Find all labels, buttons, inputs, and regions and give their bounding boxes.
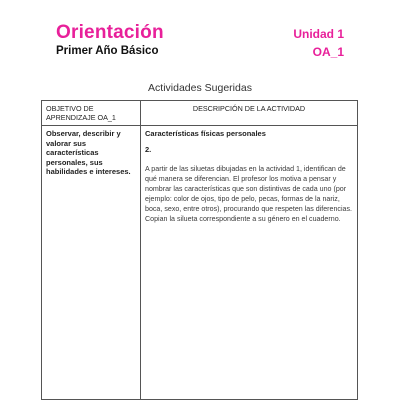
activity-number: 2. xyxy=(145,144,152,154)
table-header-row xyxy=(42,101,358,126)
description-cell xyxy=(141,126,358,400)
activity-body: A partir de las siluetas dibujadas en la actividad 1, identifican de qué manera se diferencian. El profesor los motiva a pensar y nombrar las características que son distintivas de cada uno (por ejemplo: color de ojos, tipo de pelo, pecas, formas de la nariz, boca, sexo, entre otros), procurando que respeten las diferencias. Copian la silueta correspondiente a su género en el cuaderno. xyxy=(145,164,353,223)
grade-subtitle: Primer Año Básico xyxy=(56,45,159,57)
table-row xyxy=(42,126,358,400)
description-column-header: DESCRIPCIÓN DE LA ACTIVIDAD xyxy=(141,101,358,126)
oa-code-label: OA_1 xyxy=(312,45,344,59)
unit-label: Unidad 1 xyxy=(293,27,344,41)
activity-title: Características físicas personales xyxy=(145,129,266,138)
activity-table xyxy=(41,100,358,400)
objective-column-header: OBJETIVO DE APRENDIZAJE OA_1 xyxy=(42,101,141,126)
objective-text: Observar, describir y valorar sus características personales, sus habilidades e intereses. xyxy=(46,129,131,177)
section-heading: Actividades Sugeridas xyxy=(148,82,252,94)
objective-cell xyxy=(42,126,141,400)
page-title: Orientación xyxy=(56,22,164,43)
